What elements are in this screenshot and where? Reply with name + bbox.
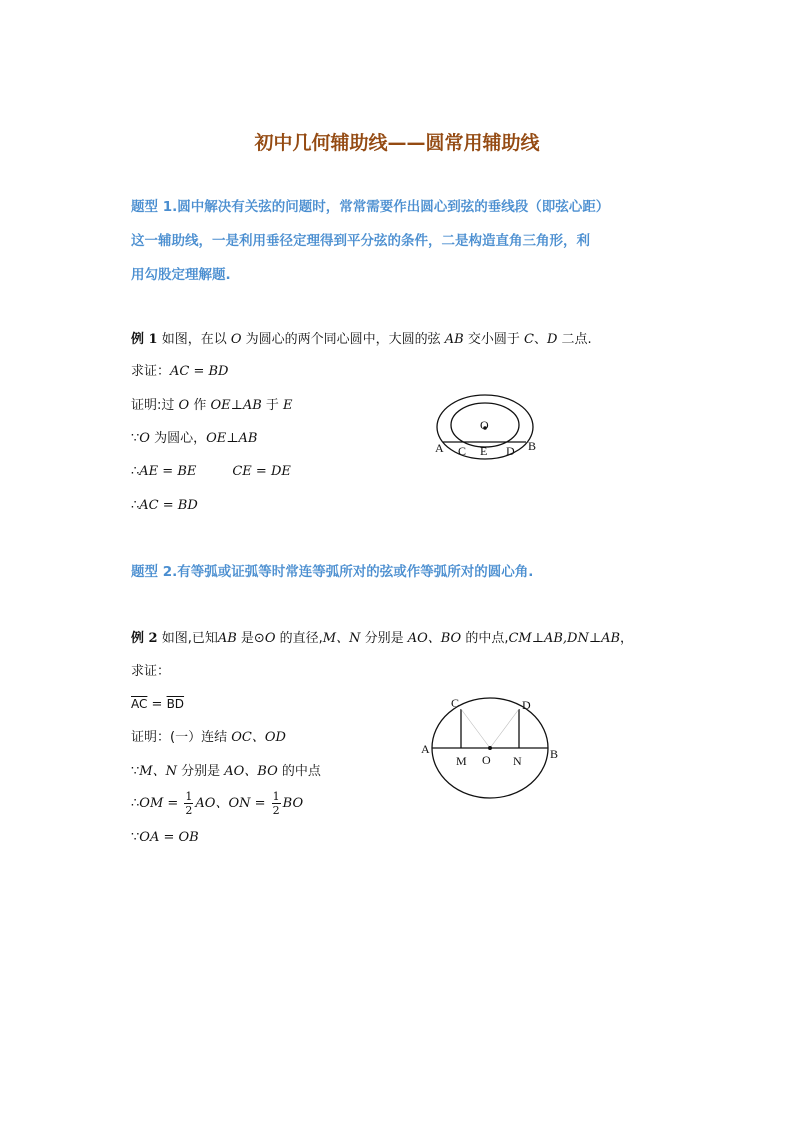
label-d: D bbox=[522, 698, 531, 712]
example2-statement: 例 2 如图,已知AB 是⊙O 的直径,M、N 分别是 AO、BO 的中点,CM⊥AB,DN⊥AB， bbox=[131, 631, 634, 646]
type1-line-2: 这一辅助线，一是利用垂径定理得到平分弦的条件，二是构造直角三角形，利 bbox=[131, 233, 590, 249]
page-title: 初中几何辅助线——圆常用辅助线 bbox=[254, 132, 540, 154]
label-o: O bbox=[480, 418, 489, 432]
label-c: C bbox=[451, 696, 460, 710]
example1-proof-line-3: ∴AE = BE CE = DE bbox=[131, 464, 291, 479]
example2-prove: 求证： bbox=[131, 664, 171, 679]
type2-line-1: 题型 2.有等弧或证弧等时常连等弧所对的弦或作等弧所对的圆心角. bbox=[131, 564, 534, 580]
type1-description bbox=[131, 190, 671, 292]
example2-proof-line-2: ∵M、N 分别是 AO、BO 的中点 bbox=[131, 764, 321, 779]
example1-proof-line-2: ∵O 为圆心，OE⊥AB bbox=[131, 431, 258, 446]
example2-arc-equation: $\overline{AC} = \overline{BD}$ bbox=[131, 697, 185, 712]
type1-line-3: 用勾股定理解题. bbox=[131, 267, 231, 283]
arc-ac: $\overline{AC}$ bbox=[131, 697, 148, 711]
type2-description bbox=[131, 555, 671, 589]
example2-label: 例 2 bbox=[131, 631, 158, 646]
label-o: O bbox=[482, 753, 491, 767]
label-a: A bbox=[421, 742, 430, 756]
example1-statement: 例 1 如图，在以 O 为圆心的两个同心圆中，大圆的弦 AB 交小圆于 C、D 二点. bbox=[131, 332, 592, 347]
segment-od bbox=[490, 709, 519, 748]
example1-label: 例 1 bbox=[131, 332, 158, 347]
example2-proof-line-4: ∵OA = OB bbox=[131, 830, 199, 845]
center-point-o bbox=[488, 746, 492, 750]
example2-proof-line-1: 证明：(一）连结 OC、OD bbox=[131, 730, 286, 745]
diameter-circle-figure bbox=[416, 692, 566, 802]
concentric-circles-figure bbox=[430, 392, 550, 466]
example2-proof-line-3: ∴OM = $\frac{1}{2}$ AO、ON = $\frac{1}{2}$ BO bbox=[131, 790, 304, 817]
type1-line-1: 题型 1.圆中解决有关弦的问题时，常常需要作出圆心到弦的垂线段（即弦心距） bbox=[131, 199, 610, 215]
label-c: C bbox=[458, 444, 467, 458]
label-d: D bbox=[506, 444, 515, 458]
arc-bd: $\overline{BD}$ bbox=[166, 697, 185, 711]
label-b: B bbox=[550, 747, 559, 761]
label-n: N bbox=[513, 754, 522, 768]
label-m: M bbox=[456, 754, 467, 768]
segment-oc bbox=[461, 709, 490, 748]
label-a: A bbox=[435, 441, 444, 455]
example1-prove: 求证：AC = BD bbox=[131, 364, 229, 379]
label-b: B bbox=[528, 439, 537, 453]
label-e: E bbox=[480, 444, 488, 458]
fraction-half-1: $\frac{1}{2}$ bbox=[185, 790, 193, 817]
example1-proof-line-4: ∴AC = BD bbox=[131, 498, 198, 513]
fraction-half-2: $\frac{1}{2}$ bbox=[272, 790, 280, 817]
example1-proof-line-1: 证明:过 O 作 OE⊥AB 于 E bbox=[131, 398, 293, 413]
